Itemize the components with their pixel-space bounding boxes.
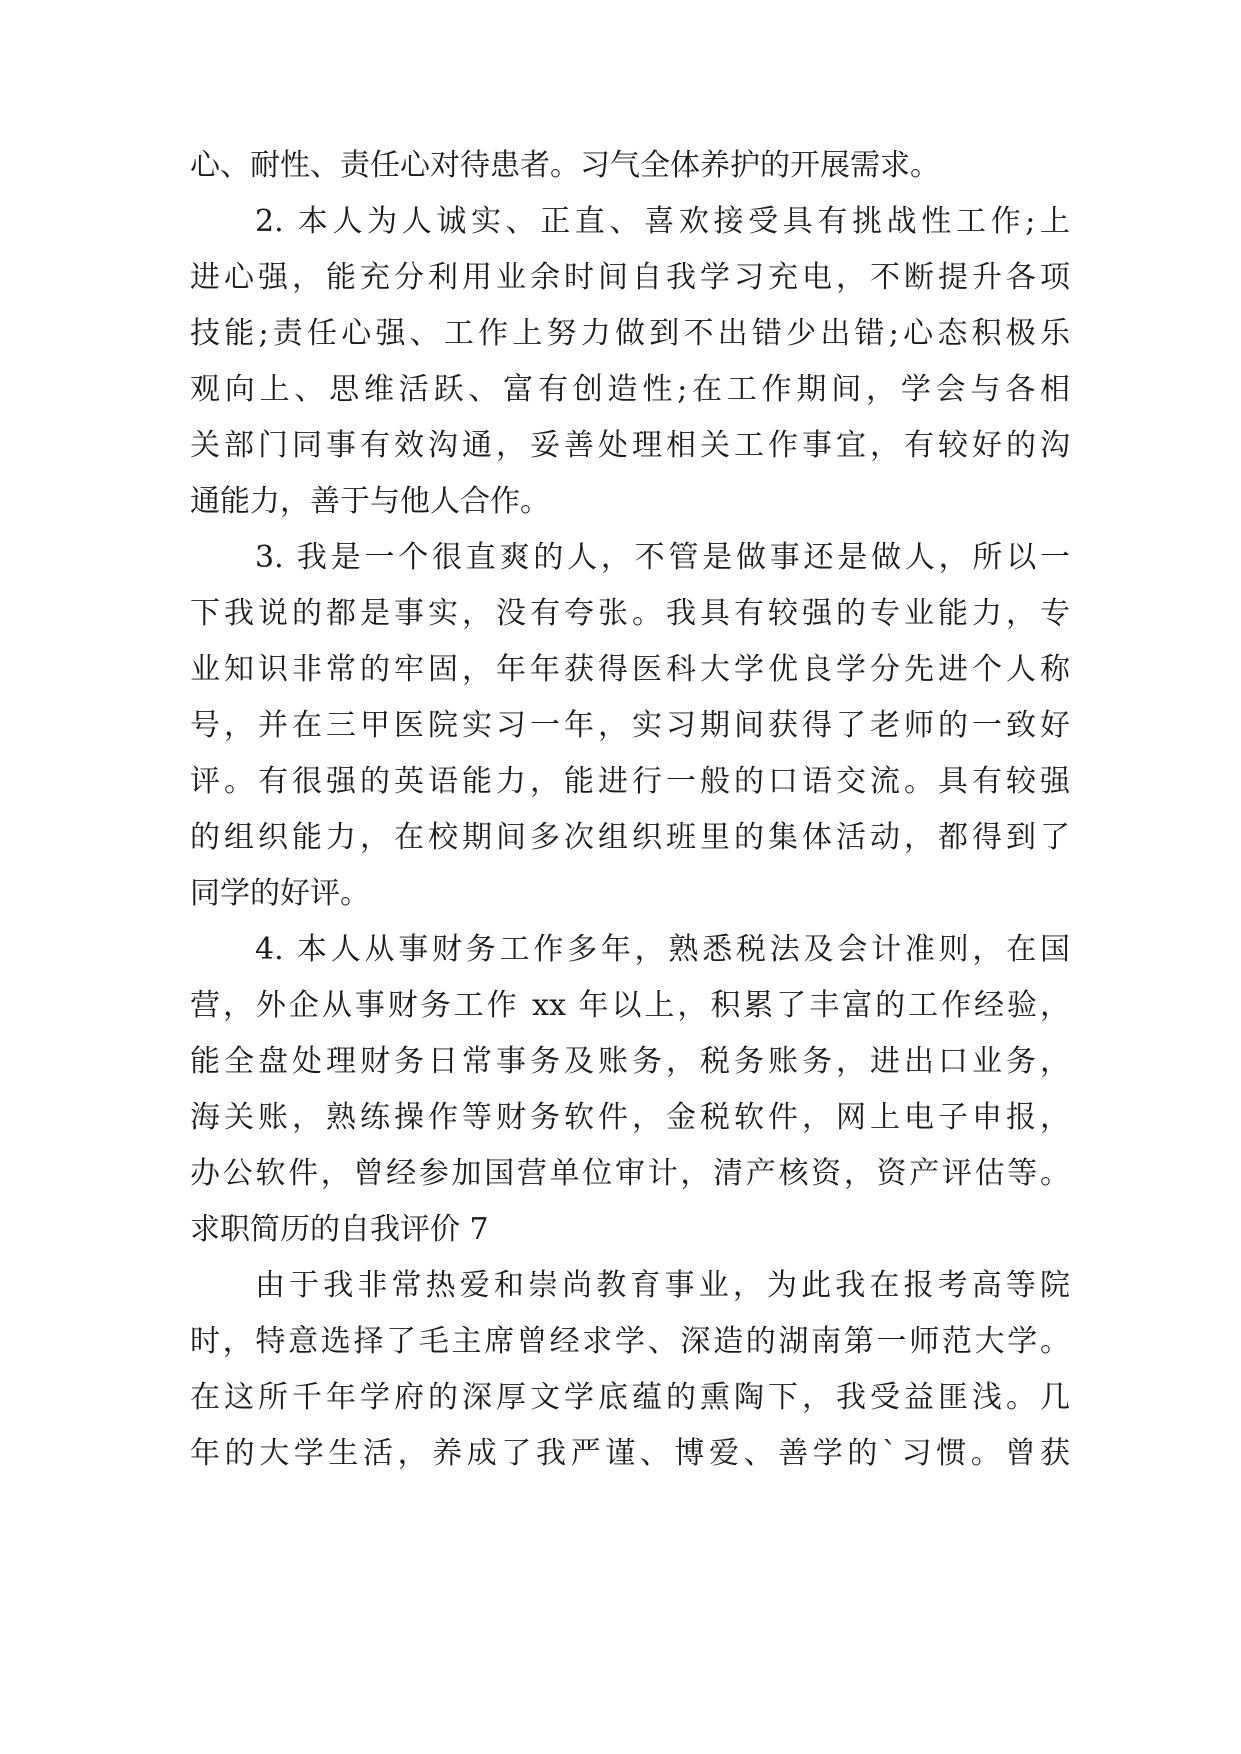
text-line: 3. 我是一个很直爽的人，不管是做事还是做人，所以一 — [255, 540, 1070, 575]
text-line: 由于我非常热爱和崇尚教育事业，为此我在报考高等院 — [255, 1268, 1070, 1303]
text-line: 下我说的都是事实，没有夸张。我具有较强的专业能力，专 — [190, 596, 1070, 631]
text-line: 4. 本人从事财务工作多年，熟悉税法及会计准则，在国 — [255, 932, 1070, 967]
text-line: 海关账，熟练操作等财务软件，金税软件，网上电子申报， — [190, 1100, 1070, 1135]
text-line: 营，外企从事财务工作 xx 年以上，积累了丰富的工作经验， — [190, 988, 1070, 1023]
text-line: 的组织能力，在校期间多次组织班里的集体活动，都得到了 — [190, 820, 1070, 855]
text-line: 同学的好评。 — [190, 876, 370, 911]
text-line: 办公软件，曾经参加国营单位审计，清产核资，资产评估等。 — [190, 1156, 1070, 1191]
text-line: 通能力，善于与他人合作。 — [190, 484, 550, 519]
text-line: 进心强，能充分利用业余时间自我学习充电，不断提升各项 — [190, 260, 1070, 295]
text-line: 能全盘处理财务日常事务及账务，税务账务，进出口业务， — [190, 1044, 1070, 1079]
text-line: 业知识非常的牢固，年年获得医科大学优良学分先进个人称 — [190, 652, 1070, 687]
text-line: 技能;责任心强、工作上努力做到不出错少出错;心态积极乐 — [190, 316, 1070, 351]
text-line: 时，特意选择了毛主席曾经求学、深造的湖南第一师范大学。 — [190, 1324, 1070, 1359]
text-line: 关部门同事有效沟通，妥善处理相关工作事宜，有较好的沟 — [190, 428, 1070, 463]
text-line: 号，并在三甲医院实习一年，实习期间获得了老师的一致好 — [190, 708, 1070, 743]
text-line: 观向上、思维活跃、富有创造性;在工作期间，学会与各相 — [190, 372, 1070, 407]
text-line: 2. 本人为人诚实、正直、喜欢接受具有挑战性工作;上 — [255, 204, 1070, 239]
text-line: 在这所千年学府的深厚文学底蕴的熏陶下，我受益匪浅。几 — [190, 1380, 1070, 1415]
text-line: 评。有很强的英语能力，能进行一般的口语交流。具有较强 — [190, 764, 1070, 799]
section-heading: 求职简历的自我评价 7 — [190, 1212, 489, 1247]
text-line: 心、耐性、责任心对待患者。习气全体养护的开展需求。 — [190, 148, 940, 183]
text-line: 年的大学生活，养成了我严谨、博爱、善学的`习惯。曾获 — [190, 1436, 1070, 1471]
